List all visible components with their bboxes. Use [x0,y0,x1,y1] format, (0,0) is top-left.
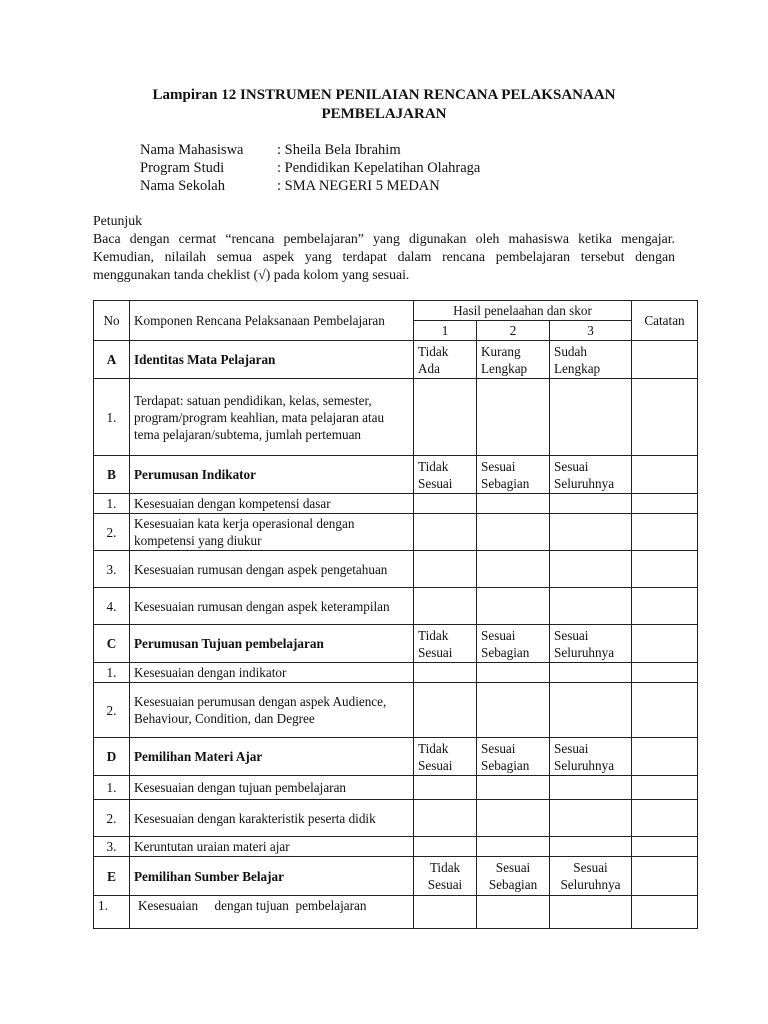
item-number: 2. [94,800,130,837]
section-letter: C [94,625,130,663]
info-value: : SMA NEGERI 5 MEDAN [277,178,440,194]
score-label-2: Sesuai Sebagian [477,857,550,896]
item-number: 1. [94,663,130,683]
info-label: Nama Mahasiswa [140,142,244,158]
section-title: Perumusan Tujuan pembelajaran [130,625,414,663]
info-row-nama-mahasiswa [140,141,480,159]
instructions-heading: Petunjuk [93,213,143,228]
section-title: Pemilihan Sumber Belajar [130,857,414,896]
info-row-nama-sekolah [140,177,480,195]
catatan-cell[interactable] [632,341,698,379]
header-hasil: Hasil penelaahan dan skor [414,301,632,321]
score-cell-2[interactable] [477,588,550,625]
info-label: Nama Sekolah [140,178,225,194]
score-cell-2[interactable] [477,837,550,857]
section-title: Identitas Mata Pelajaran [130,341,414,379]
catatan-cell[interactable] [632,857,698,896]
catatan-cell[interactable] [632,683,698,738]
info-value: : Sheila Bela Ibrahim [277,142,401,158]
header-no: No [94,301,130,341]
score-cell-1[interactable] [414,514,477,551]
item-number: 3. [94,551,130,588]
score-cell-2[interactable] [477,683,550,738]
header-score-1: 1 [414,321,477,341]
header-score-2: 2 [477,321,550,341]
item-text: Kesesuaian dengan tujuan pembelajaran [130,896,414,929]
score-cell-1[interactable] [414,837,477,857]
table-row [94,776,698,800]
score-label-1: Tidak Ada [414,341,477,379]
info-value: : Pendidikan Kepelatihan Olahraga [277,160,481,176]
section-row-b [94,456,698,494]
score-cell-3[interactable] [550,588,632,625]
section-letter: E [94,857,130,896]
catatan-cell[interactable] [632,456,698,494]
score-cell-3[interactable] [550,896,632,929]
header-score-3: 3 [550,321,632,341]
catatan-cell[interactable] [632,800,698,837]
score-label-1: Tidak Sesuai [414,625,477,663]
item-text: Keruntutan uraian materi ajar [130,837,414,857]
title-line-1: Lampiran 12 INSTRUMEN PENILAIAN RENCANA PELAKSANAAN [152,87,616,103]
score-label-3: Sesuai Seluruhnya [550,456,632,494]
item-number: 3. [94,837,130,857]
instructions [93,212,675,284]
item-number: 1. [94,494,130,514]
score-cell-1[interactable] [414,663,477,683]
section-row-a [94,341,698,379]
score-label-3: Sesuai Seluruhnya [550,738,632,776]
table-row [94,837,698,857]
score-cell-2[interactable] [477,514,550,551]
table-row [94,896,698,929]
catatan-cell[interactable] [632,588,698,625]
catatan-cell[interactable] [632,896,698,929]
score-label-2: Kurang Lengkap [477,341,550,379]
score-label-3: Sudah Lengkap [550,341,632,379]
score-cell-2[interactable] [477,551,550,588]
item-text: Kesesuaian dengan kompetensi dasar [130,494,414,514]
catatan-cell[interactable] [632,514,698,551]
score-cell-1[interactable] [414,494,477,514]
document-title [90,86,678,124]
table-row [94,800,698,837]
section-row-e [94,857,698,896]
catatan-cell[interactable] [632,663,698,683]
score-cell-3[interactable] [550,776,632,800]
score-label-1: Tidak Sesuai [414,857,477,896]
table-row [94,494,698,514]
score-cell-1[interactable] [414,588,477,625]
item-number: 2. [94,514,130,551]
score-cell-3[interactable] [550,683,632,738]
catatan-cell[interactable] [632,837,698,857]
item-text: Kesesuaian rumusan dengan aspek keterampilan [130,588,414,625]
item-number: 1. [94,776,130,800]
item-number: 4. [94,588,130,625]
section-letter: A [94,341,130,379]
table-row [94,379,698,456]
item-number: 1. [94,896,130,929]
score-cell-1[interactable] [414,896,477,929]
item-number: 2. [94,683,130,738]
section-title: Pemilihan Materi Ajar [130,738,414,776]
score-cell-3[interactable] [550,800,632,837]
score-label-2: Sesuai Sebagian [477,625,550,663]
score-cell-3[interactable] [550,551,632,588]
score-cell-2[interactable] [477,379,550,456]
table-row [94,683,698,738]
student-info [140,141,480,195]
catatan-cell[interactable] [632,776,698,800]
score-label-1: Tidak Sesuai [414,456,477,494]
section-letter: D [94,738,130,776]
score-cell-3[interactable] [550,663,632,683]
assessment-table [93,300,698,929]
catatan-cell[interactable] [632,551,698,588]
score-cell-2[interactable] [477,494,550,514]
info-label: Program Studi [140,160,225,176]
score-cell-2[interactable] [477,776,550,800]
catatan-cell[interactable] [632,494,698,514]
header-catatan: Catatan [632,301,698,341]
score-cell-1[interactable] [414,800,477,837]
score-cell-2[interactable] [477,800,550,837]
item-text: Kesesuaian dengan karakteristik peserta didik [130,800,414,837]
section-row-d [94,738,698,776]
score-cell-1[interactable] [414,776,477,800]
score-cell-3[interactable] [550,514,632,551]
item-number: 1. [94,379,130,456]
section-letter: B [94,456,130,494]
score-cell-1[interactable] [414,683,477,738]
table-row [94,514,698,551]
section-title: Perumusan Indikator [130,456,414,494]
item-text: Kesesuaian dengan indikator [130,663,414,683]
score-label-2: Sesuai Sebagian [477,738,550,776]
score-label-2: Sesuai Sebagian [477,456,550,494]
table-row [94,663,698,683]
title-line-2: PEMBELAJARAN [321,106,447,122]
item-text: Kesesuaian dengan tujuan pembelajaran [130,776,414,800]
score-cell-1[interactable] [414,379,477,456]
score-cell-3[interactable] [550,837,632,857]
catatan-cell[interactable] [632,738,698,776]
table-row [94,551,698,588]
score-cell-2[interactable] [477,663,550,683]
instructions-text: Baca dengan cermat “rencana pembelajaran” yang digunakan oleh mahasiswa ketika mengajar. Kemudian, nilailah semua aspek yang terdapat dalam rencana pembelajaran tersebut dengan menggunakan tanda cheklist (√) pada kolom yang sesuai. [93,231,675,282]
header-row [94,301,698,321]
section-row-c [94,625,698,663]
catatan-cell[interactable] [632,379,698,456]
score-label-1: Tidak Sesuai [414,738,477,776]
score-cell-3[interactable] [550,379,632,456]
score-cell-1[interactable] [414,551,477,588]
score-label-3: Sesuai Seluruhnya [550,857,632,896]
item-text: Kesesuaian kata kerja operasional dengan kompetensi yang diukur [130,514,414,551]
header-komponen: Komponen Rencana Pelaksanaan Pembelajaran [130,301,414,341]
score-cell-3[interactable] [550,494,632,514]
item-text: Kesesuaian perumusan dengan aspek Audience, Behaviour, Condition, dan Degree [130,683,414,738]
table-row [94,588,698,625]
item-text: Terdapat: satuan pendidikan, kelas, semester, program/program keahlian, mata pelajaran atau tema pelajaran/subtema, jumlah pertemuan [130,379,414,456]
score-cell-2[interactable] [477,896,550,929]
item-text: Kesesuaian rumusan dengan aspek pengetahuan [130,551,414,588]
catatan-cell[interactable] [632,625,698,663]
score-label-3: Sesuai Seluruhnya [550,625,632,663]
info-row-program-studi [140,159,480,177]
